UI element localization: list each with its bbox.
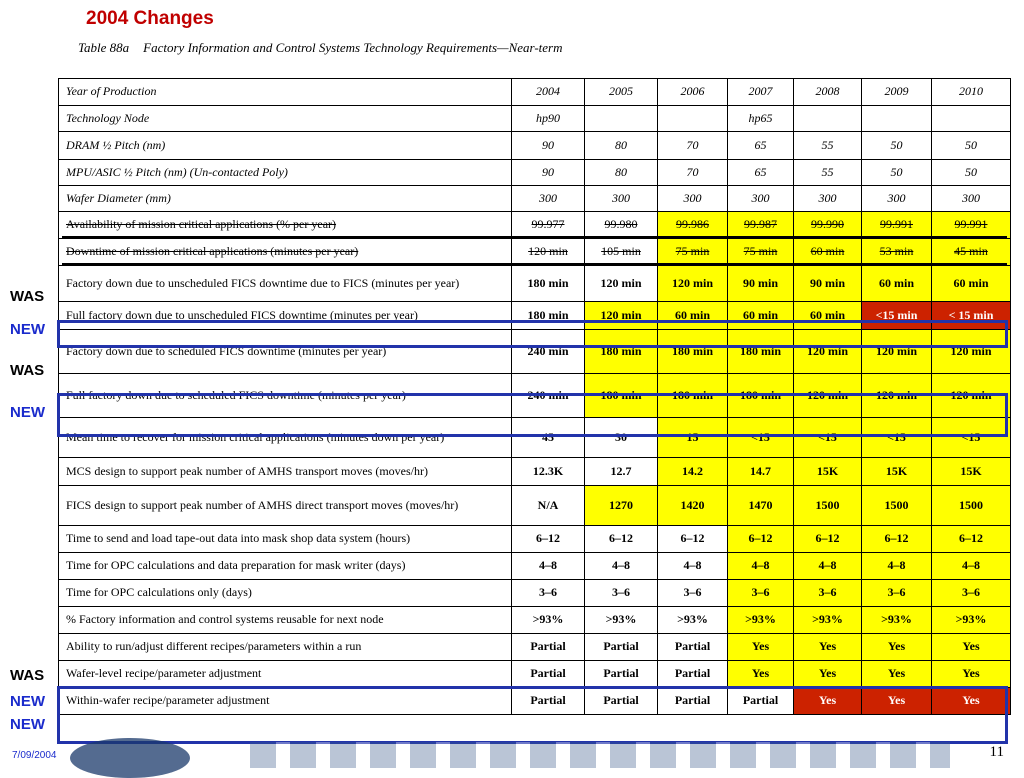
- table-cell: 60 min: [932, 266, 1011, 302]
- table-cell: 90: [512, 132, 585, 160]
- table-cell: 2006: [658, 79, 728, 106]
- table-cell: Yes: [794, 688, 862, 715]
- table-cell: 300: [512, 186, 585, 212]
- table-cell: 120 min: [932, 374, 1011, 418]
- table-caption: [78, 40, 562, 56]
- table-cell: [585, 106, 658, 132]
- table-cell: 53 min: [862, 239, 932, 266]
- table-cell: 4–8: [658, 553, 728, 580]
- row-label: % Factory information and control systems reusable for next node: [59, 607, 512, 634]
- row-label: Year of Production: [59, 79, 512, 106]
- row-opc-mask-writer: [59, 553, 1011, 580]
- table-cell: >93%: [512, 607, 585, 634]
- row-label: Factory down due to unscheduled FICS downtime due to FICS (minutes per year): [59, 266, 512, 302]
- table-cell: Partial: [658, 688, 728, 715]
- table-cell: 60 min: [658, 302, 728, 330]
- table-cell: 180 min: [728, 374, 794, 418]
- table-cell: 65: [728, 160, 794, 186]
- table-cell: Yes: [862, 688, 932, 715]
- table-cell: 2008: [794, 79, 862, 106]
- table-cell: >93%: [862, 607, 932, 634]
- table-cell: 1270: [585, 486, 658, 526]
- table-cell: 180 min: [585, 330, 658, 374]
- row-label: FICS design to support peak number of AMHS direct transport moves (moves/hr): [59, 486, 512, 526]
- table-cell: 70: [658, 160, 728, 186]
- table-cell: 55: [794, 160, 862, 186]
- row-recipes-was: [59, 634, 1011, 661]
- table-cell: Partial: [512, 688, 585, 715]
- table-cell: 180 min: [585, 374, 658, 418]
- row-mpu-pitch: [59, 160, 1011, 186]
- table-cell: 3–6: [512, 580, 585, 607]
- table-cell: Yes: [862, 634, 932, 661]
- table-cell: <15: [794, 418, 862, 458]
- table-cell: 2007: [728, 79, 794, 106]
- row-wafer-level-new: [59, 661, 1011, 688]
- table-cell: 99.991: [932, 212, 1011, 239]
- table-cell: 50: [862, 160, 932, 186]
- table-cell: 4–8: [862, 553, 932, 580]
- table-cell: 6–12: [932, 526, 1011, 553]
- table-cell: 180 min: [512, 302, 585, 330]
- table-cell: 45 min: [932, 239, 1011, 266]
- row-label: Technology Node: [59, 106, 512, 132]
- table-cell: 12.7: [585, 458, 658, 486]
- table-cell: 300: [658, 186, 728, 212]
- table-cell: 90 min: [794, 266, 862, 302]
- strike-line-availability: [62, 236, 1007, 239]
- table-cell: 3–6: [658, 580, 728, 607]
- table-cell: 300: [932, 186, 1011, 212]
- table-cell: 120 min: [932, 330, 1011, 374]
- table-cell: 50: [932, 160, 1011, 186]
- table-cell: 65: [728, 132, 794, 160]
- table-cell: 2010: [932, 79, 1011, 106]
- footer-logo-graphic: [70, 738, 190, 778]
- table-cell: 12.3K: [512, 458, 585, 486]
- table-cell: 300: [728, 186, 794, 212]
- row-year: [59, 79, 1011, 106]
- row-downtime: [59, 239, 1011, 266]
- table-cell: 180 min: [658, 374, 728, 418]
- table-cell: 90 min: [728, 266, 794, 302]
- table-cell: 60 min: [728, 302, 794, 330]
- new-label-scheduled: NEW: [10, 404, 45, 421]
- table-cell: Yes: [794, 634, 862, 661]
- table-cell: Yes: [932, 634, 1011, 661]
- strike-line-downtime: [62, 263, 1007, 266]
- table-cell: 99.977: [512, 212, 585, 239]
- new-label-unscheduled: NEW: [10, 321, 45, 338]
- table-cell: 99.986: [658, 212, 728, 239]
- table-cell: 3–6: [862, 580, 932, 607]
- table-caption-text: Factory Information and Control Systems Technology Requirements—Near-term: [143, 40, 563, 55]
- table-cell: 75 min: [728, 239, 794, 266]
- highlight-box-scheduled-new: [57, 393, 1008, 437]
- table-cell: 60 min: [862, 266, 932, 302]
- row-label: Within-wafer recipe/parameter adjustment: [59, 688, 512, 715]
- row-label: Wafer-level recipe/parameter adjustment: [59, 661, 512, 688]
- table-cell: 80: [585, 132, 658, 160]
- table-cell: 6–12: [658, 526, 728, 553]
- row-unscheduled-was: [59, 266, 1011, 302]
- table-cell: [794, 106, 862, 132]
- table-cell: [658, 106, 728, 132]
- table-cell: Yes: [794, 661, 862, 688]
- table-cell: 240 min: [512, 330, 585, 374]
- table-cell: < 15 min: [932, 302, 1011, 330]
- table-cell: 15: [658, 418, 728, 458]
- row-label: Time to send and load tape-out data into mask shop data system (hours): [59, 526, 512, 553]
- row-label: Full factory down due to unscheduled FICS downtime (minutes per year): [59, 302, 512, 330]
- table-cell: 6–12: [585, 526, 658, 553]
- row-label: Availability of mission critical applications (% per year): [59, 212, 512, 239]
- table-cell: 15K: [794, 458, 862, 486]
- table-cell: 180 min: [728, 330, 794, 374]
- table-cell: Yes: [728, 661, 794, 688]
- table-cell: 55: [794, 132, 862, 160]
- table-cell: 1470: [728, 486, 794, 526]
- table-cell: Partial: [585, 634, 658, 661]
- table-cell: 1500: [862, 486, 932, 526]
- row-technology-node: [59, 106, 1011, 132]
- table-cell: 300: [585, 186, 658, 212]
- table-cell: >93%: [794, 607, 862, 634]
- row-wafer-diameter: [59, 186, 1011, 212]
- table-cell: Partial: [658, 661, 728, 688]
- table-cell: N/A: [512, 486, 585, 526]
- table-cell: <15: [728, 418, 794, 458]
- row-fics-design: [59, 486, 1011, 526]
- table-cell: Yes: [728, 634, 794, 661]
- row-label: Wafer Diameter (mm): [59, 186, 512, 212]
- row-label: MCS design to support peak number of AMHS transport moves (moves/hr): [59, 458, 512, 486]
- table-cell: 2009: [862, 79, 932, 106]
- table-cell: Partial: [658, 634, 728, 661]
- table-cell: 1500: [794, 486, 862, 526]
- highlight-box-recipe-new: [57, 686, 1008, 744]
- table-cell: >93%: [658, 607, 728, 634]
- table-cell: 99.980: [585, 212, 658, 239]
- row-label: Full factory down due to scheduled FICS downtime (minutes per year): [59, 374, 512, 418]
- table-cell: 15K: [932, 458, 1011, 486]
- table-cell: 4–8: [585, 553, 658, 580]
- table-cell: [862, 106, 932, 132]
- page-number: 11: [989, 744, 1004, 760]
- row-tape-out: [59, 526, 1011, 553]
- table-cell: 1500: [932, 486, 1011, 526]
- table-cell: Partial: [585, 661, 658, 688]
- table-cell: 80: [585, 160, 658, 186]
- table-cell: 180 min: [658, 330, 728, 374]
- table-cell: 120 min: [862, 330, 932, 374]
- table-cell: 75 min: [658, 239, 728, 266]
- was-label-recipes: WAS: [10, 667, 45, 684]
- table-cell: 120 min: [658, 266, 728, 302]
- table-cell: 300: [862, 186, 932, 212]
- table-cell: <15: [932, 418, 1011, 458]
- row-label: Mean time to recover for mission critical applications (minutes down per year): [59, 418, 512, 458]
- table-cell: 90: [512, 160, 585, 186]
- table-cell: 180 min: [512, 266, 585, 302]
- row-label: Factory down due to scheduled FICS downtime (minutes per year): [59, 330, 512, 374]
- table-cell: <15 min: [862, 302, 932, 330]
- table-cell: 30: [585, 418, 658, 458]
- table-cell: 2005: [585, 79, 658, 106]
- highlight-box-unscheduled-new: [57, 320, 1008, 348]
- row-label: Downtime of mission critical applications (minutes per year): [59, 239, 512, 266]
- table-cell: 6–12: [728, 526, 794, 553]
- row-dram-pitch: [59, 132, 1011, 160]
- table-cell: 50: [932, 132, 1011, 160]
- table-cell: >93%: [728, 607, 794, 634]
- table-number: Table 88a: [78, 40, 130, 55]
- table-cell: 2004: [512, 79, 585, 106]
- table-cell: 14.7: [728, 458, 794, 486]
- row-label: MPU/ASIC ½ Pitch (nm) (Un-contacted Poly): [59, 160, 512, 186]
- table-cell: 1420: [658, 486, 728, 526]
- table-cell: [932, 106, 1011, 132]
- table-cell: 120 min: [794, 374, 862, 418]
- row-opc-only: [59, 580, 1011, 607]
- row-mcs-design: [59, 458, 1011, 486]
- table-cell: <15: [862, 418, 932, 458]
- table-cell: Yes: [932, 661, 1011, 688]
- table-cell: 45: [512, 418, 585, 458]
- footer-banner-graphic: [250, 742, 950, 768]
- was-label-unscheduled: WAS: [10, 288, 45, 305]
- table-cell: 4–8: [512, 553, 585, 580]
- table-cell: 105 min: [585, 239, 658, 266]
- table-cell: 120 min: [862, 374, 932, 418]
- table-cell: 99.991: [862, 212, 932, 239]
- table-cell: hp65: [728, 106, 794, 132]
- row-label: Time for OPC calculations only (days): [59, 580, 512, 607]
- table-cell: 120 min: [585, 266, 658, 302]
- table-cell: 50: [862, 132, 932, 160]
- table-cell: 70: [658, 132, 728, 160]
- table-cell: 3–6: [728, 580, 794, 607]
- was-label-scheduled: WAS: [10, 362, 45, 379]
- table-cell: 120 min: [512, 239, 585, 266]
- table-cell: 240 min: [512, 374, 585, 418]
- table-cell: 6–12: [512, 526, 585, 553]
- table-cell: 4–8: [728, 553, 794, 580]
- table-cell: 6–12: [794, 526, 862, 553]
- table-cell: Partial: [585, 688, 658, 715]
- table-cell: Partial: [728, 688, 794, 715]
- table-cell: 120 min: [585, 302, 658, 330]
- footer-date: 7/09/2004: [12, 750, 57, 761]
- table-cell: Yes: [932, 688, 1011, 715]
- table-cell: 300: [794, 186, 862, 212]
- table-cell: 3–6: [794, 580, 862, 607]
- table-cell: 60 min: [794, 239, 862, 266]
- table-cell: 3–6: [585, 580, 658, 607]
- new-label-within-wafer: NEW: [10, 716, 45, 733]
- row-label: DRAM ½ Pitch (nm): [59, 132, 512, 160]
- table-cell: 60 min: [794, 302, 862, 330]
- table-cell: 120 min: [794, 330, 862, 374]
- table-cell: 15K: [862, 458, 932, 486]
- row-label: Time for OPC calculations and data preparation for mask writer (days): [59, 553, 512, 580]
- row-reusable: [59, 607, 1011, 634]
- table-cell: 14.2: [658, 458, 728, 486]
- table-cell: >93%: [932, 607, 1011, 634]
- table-cell: Partial: [512, 661, 585, 688]
- table-cell: 4–8: [794, 553, 862, 580]
- slide-title: 2004 Changes: [86, 8, 214, 29]
- table-cell: 6–12: [862, 526, 932, 553]
- row-label: Ability to run/adjust different recipes/parameters within a run: [59, 634, 512, 661]
- table-cell: Partial: [512, 634, 585, 661]
- table-cell: 3–6: [932, 580, 1011, 607]
- table-cell: 4–8: [932, 553, 1011, 580]
- table-cell: Yes: [862, 661, 932, 688]
- new-label-wafer-level: NEW: [10, 693, 45, 710]
- row-availability: [59, 212, 1011, 239]
- table-cell: >93%: [585, 607, 658, 634]
- table-cell: 99.990: [794, 212, 862, 239]
- table-cell: hp90: [512, 106, 585, 132]
- table-cell: 99.987: [728, 212, 794, 239]
